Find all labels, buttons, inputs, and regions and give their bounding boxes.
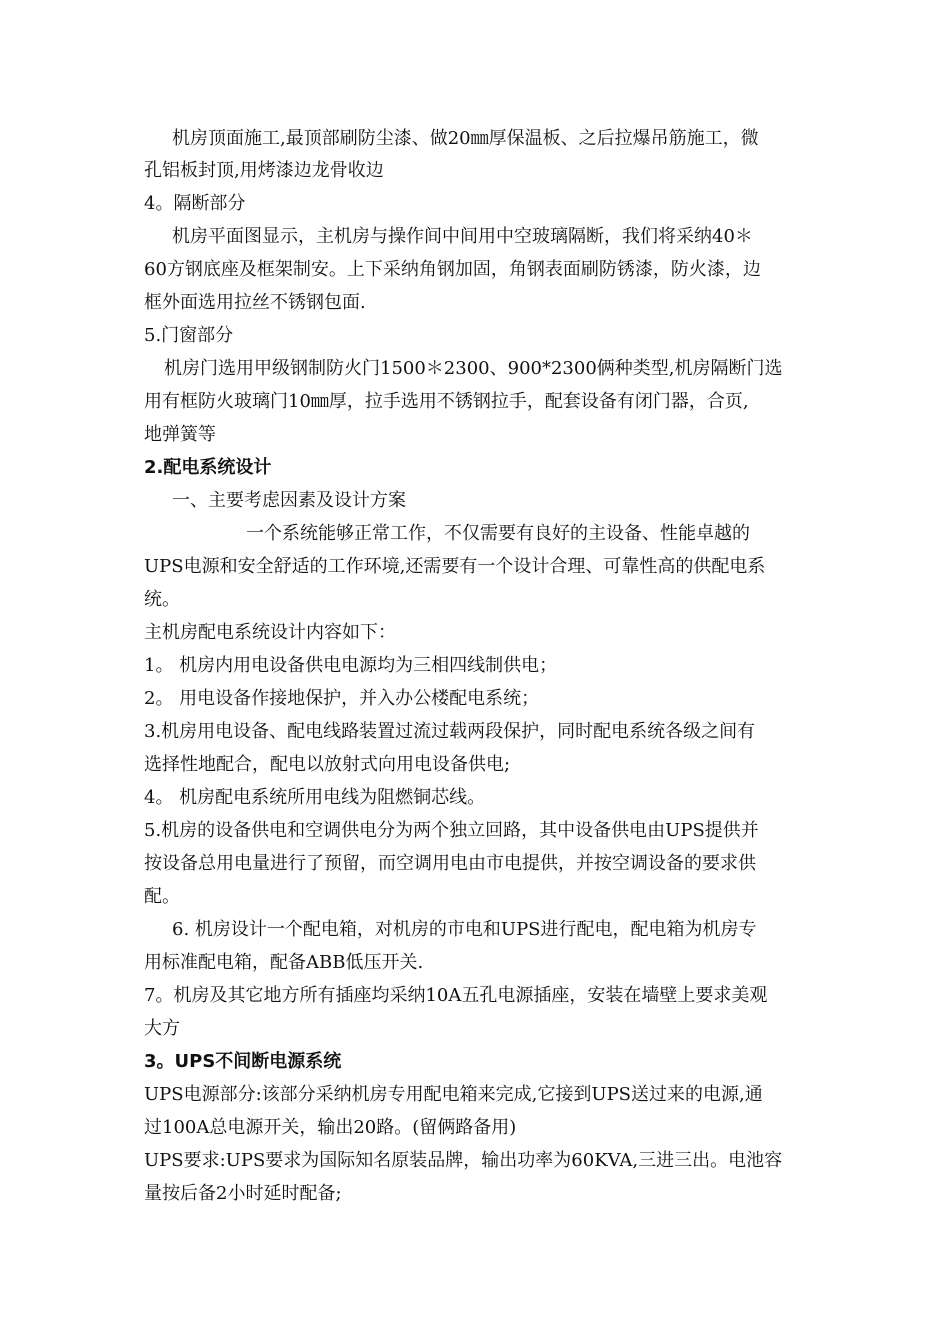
text-line: UPS电源和安全舒适的工作环境,还需要有一个设计合理、可靠性高的供配电系 [144, 556, 766, 577]
list-item: 3.机房用电设备、配电线路装置过流过载两段保护，同时配电系统各级之间有 [144, 721, 756, 742]
text-line: 机房平面图显示，主机房与操作间中间用中空玻璃隔断，我们将采纳40＊ [172, 226, 753, 247]
text-line: 统。 [144, 589, 180, 610]
text-line: 孔铝板封顶,用烤漆边龙骨收边 [144, 160, 384, 181]
text-line: 地弹簧等 [144, 424, 216, 445]
section-heading: 4。隔断部分 [144, 193, 246, 214]
list-item: 4。 机房配电系统所用电线为阻燃铜芯线。 [144, 787, 486, 808]
text-line: 用标准配电箱，配备ABB低压开关. [144, 952, 424, 973]
text-line: 机房门选用甲级钢制防火门1500＊2300、900*2300俩种类型,机房隔断门选 [164, 358, 783, 379]
text-line: 选择性地配合，配电以放射式向用电设备供电; [144, 754, 511, 775]
text-line: 一个系统能够正常工作，不仅需要有良好的主设备、性能卓越的 [246, 523, 750, 544]
text-line: 机房顶面施工,最顶部刷防尘漆、做20㎜厚保温板、之后拉爆吊筋施工，微 [172, 128, 759, 149]
list-item: 2。 用电设备作接地保护，并入办公楼配电系统； [144, 688, 540, 709]
text-line: 配。 [144, 886, 180, 907]
subsection-heading: 一、主要考虑因素及设计方案 [172, 490, 406, 511]
text-line: 量按后备2小时延时配备; [144, 1183, 342, 1204]
list-item: 6. 机房设计一个配电箱，对机房的市电和UPS进行配电，配电箱为机房专 [172, 919, 757, 940]
section-title: 2.配电系统设计 [144, 457, 272, 478]
section-title: 3。UPS不间断电源系统 [144, 1051, 342, 1072]
list-item: 5.机房的设备供电和空调供电分为两个独立回路，其中设备供电由UPS提供并 [144, 820, 759, 841]
text-line: 大方 [144, 1018, 180, 1039]
list-item: 7。机房及其它地方所有插座均采纳10A五孔电源插座，安装在墙壁上要求美观 [144, 985, 768, 1006]
text-line: 框外面选用拉丝不锈钢包面. [144, 292, 366, 313]
text-line: UPS电源部分:该部分采纳机房专用配电箱来完成,它接到UPS送过来的电源,通 [144, 1084, 763, 1105]
text-line: 主机房配电系统设计内容如下： [144, 622, 396, 643]
section-heading: 5.门窗部分 [144, 325, 234, 346]
text-line: 按设备总用电量进行了预留，而空调用电由市电提供，并按空调设备的要求供 [144, 853, 756, 874]
text-line: 过100A总电源开关，输出20路。(留俩路备用) [144, 1117, 517, 1138]
text-line: 60方钢底座及框架制安。上下采纳角钢加固，角钢表面刷防锈漆，防火漆，边 [144, 259, 761, 280]
text-line: 用有框防火玻璃门10㎜厚，拉手选用不锈钢拉手，配套设备有闭门器，合页, [144, 391, 749, 412]
text-line: UPS要求:UPS要求为国际知名原装品牌，输出功率为60KVA,三进三出。电池容 [144, 1150, 783, 1171]
list-item: 1。 机房内用电设备供电电源均为三相四线制供电； [144, 655, 558, 676]
